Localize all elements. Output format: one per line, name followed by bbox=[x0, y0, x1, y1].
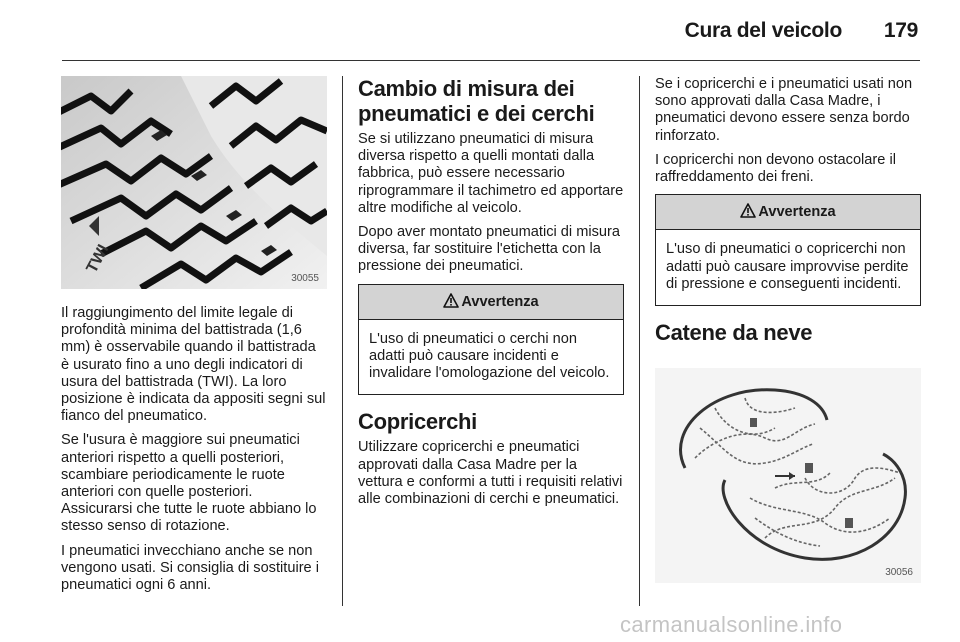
warning-triangle-icon bbox=[443, 293, 459, 308]
paragraph-twi: Il raggiungimento del limite legale di profondità minima del battistrada (1,6 mm) è osservabile quando il battistrada è usurato fino a uno degli indicatori di usura del battistrada (TWI). La loro posizione è indicata da appositi segni sul fianco del pneumatico. bbox=[61, 305, 326, 425]
warning-triangle-icon bbox=[740, 203, 756, 218]
column-3 bbox=[655, 76, 921, 350]
column-divider-2 bbox=[639, 76, 640, 606]
section-heading-tire-size: Cambio di misura dei pneumatici e dei cerchi bbox=[358, 76, 595, 126]
warning-header bbox=[359, 285, 623, 320]
warning-box bbox=[655, 194, 921, 306]
running-header-title: Cura del veicolo bbox=[684, 19, 842, 42]
column-1 bbox=[61, 305, 327, 601]
paragraph-reinforced: Se i copricerchi e i pneumatici usati non sono approvati dalla Casa Madre, i pneumatici devono essere senza bordo rinforzato. bbox=[655, 76, 913, 144]
twi-label: TWI bbox=[83, 242, 113, 276]
figure-code: 30055 bbox=[291, 273, 319, 284]
tire-tread-illustration bbox=[61, 76, 327, 289]
paragraph-aging: I pneumatici invecchiano anche se non vengono usati. Si consiglia di sostituire i pneumatici ogni 6 anni. bbox=[61, 542, 319, 594]
warning-title: Avvertenza bbox=[758, 204, 836, 221]
section-heading-hubcaps: Copricerchi bbox=[358, 409, 477, 435]
warning-title: Avvertenza bbox=[461, 293, 539, 310]
paragraph-hubcaps: Utilizzare copricerchi e pneumatici approvati dalla Casa Madre per la vettura e conformi a tutti i requisiti relativi alle combinazioni di cerchi e pneumatici. bbox=[358, 439, 623, 508]
warning-header bbox=[656, 195, 920, 230]
section-heading-snow-chains: Catene da neve bbox=[655, 320, 813, 346]
watermark: carmanualsonline.info bbox=[620, 612, 843, 637]
paragraph-label: Dopo aver montato pneumatici di misura diversa, far sostituire l'etichetta con la pressione dei pneumatici. bbox=[358, 224, 621, 275]
warning-text: L'uso di pneumatici o cerchi non adatti può causare incidenti e invalidare l'omologazione del veicolo. bbox=[369, 330, 610, 382]
snow-chains-illustration bbox=[655, 368, 921, 583]
warning-box bbox=[358, 284, 624, 396]
snow-chains-figure bbox=[655, 368, 921, 583]
warning-text: L'uso di pneumatici o copricerchi non adatti può causare improvvise perdite di pressione e conseguenti incidenti. bbox=[666, 241, 909, 292]
tire-tread-figure bbox=[61, 76, 327, 289]
page-number: 179 bbox=[883, 19, 918, 42]
column-2 bbox=[358, 76, 624, 515]
column-divider-1 bbox=[342, 76, 343, 606]
header-rule bbox=[62, 60, 920, 61]
paragraph-speedometer: Se si utilizzano pneumatici di misura diversa rispetto a quelli montati dalla fabbrica, può essere necessario riprogrammare il tachimetro ed apportare altre modifiche al veicolo. bbox=[358, 131, 624, 216]
paragraph-rotation: Se l'usura è maggiore sui pneumatici anteriori rispetto a quelli posteriori, scambiare periodicamente le ruote anteriori con quelle posteriori. Assicurarsi che tutte le ruote abbiano lo stesso senso di rotazione. bbox=[61, 432, 317, 535]
paragraph-brakes: I copricerchi non devono ostacolare il raffreddamento dei freni. bbox=[655, 151, 896, 186]
figure-code: 30056 bbox=[885, 567, 913, 578]
